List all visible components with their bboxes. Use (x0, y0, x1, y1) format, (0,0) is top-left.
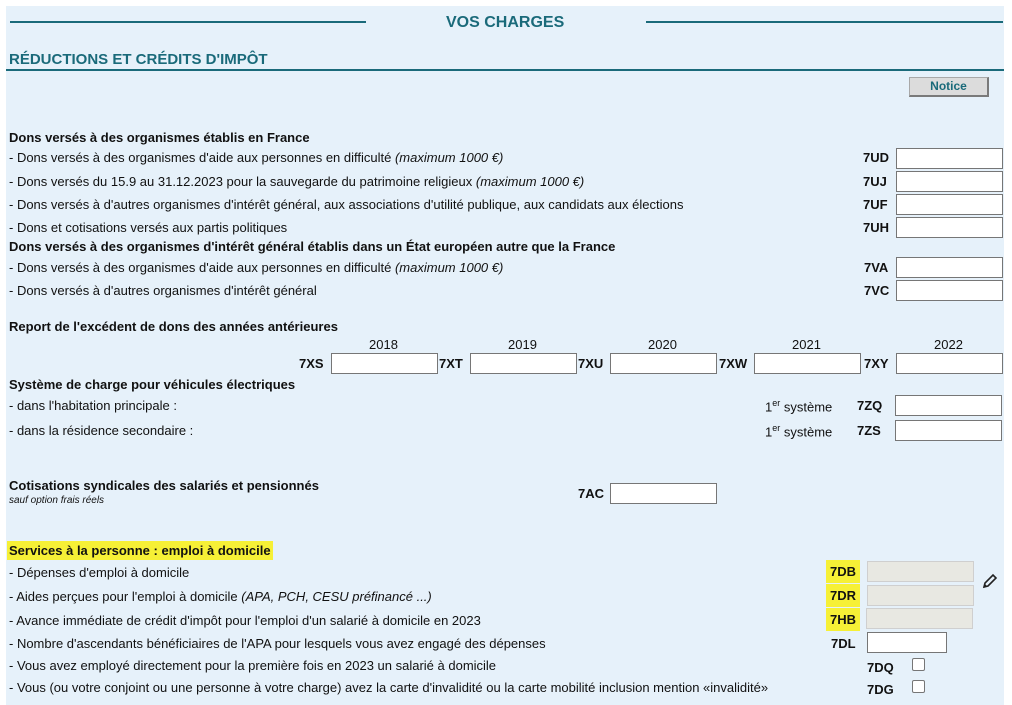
cotisations-subtitle: sauf option frais réels (9, 495, 105, 506)
pencil-icon[interactable] (982, 573, 998, 592)
input-7uf[interactable] (896, 194, 1003, 215)
report-title: Report de l'excédent de dons des années antérieures (9, 319, 338, 334)
code-7xu: 7XU (578, 356, 604, 371)
code-7db: 7DB (826, 560, 860, 583)
row-7db-label: - Dépenses d'emploi à domicile (9, 565, 190, 580)
input-7vc[interactable] (896, 280, 1003, 301)
cotisations-title: Cotisations syndicales des salariés et pensionnés (9, 478, 319, 493)
input-7xt[interactable] (470, 353, 577, 374)
input-7ud[interactable] (896, 148, 1003, 169)
code-7xy: 7XY (864, 356, 889, 371)
code-7uj: 7UJ (863, 174, 887, 189)
code-7hb: 7HB (826, 608, 860, 631)
input-7zq[interactable] (895, 395, 1002, 416)
code-7dl: 7DL (831, 636, 856, 651)
row-7zs-label: - dans la résidence secondaire : (9, 423, 194, 438)
vehicules-title: Système de charge pour véhicules électriques (9, 377, 296, 392)
section-rule (6, 69, 1004, 71)
row-7dl-label: - Nombre d'ascendants bénéficiaires de l'APA pour lesquels vous avez engagé des dépenses (9, 636, 546, 651)
code-7uh: 7UH (863, 220, 890, 235)
notice-button[interactable]: Notice (909, 77, 989, 97)
row-7uf-label: - Dons versés à d'autres organismes d'intérêt général, aux associations d'utilité publique, aux candidats aux élections (9, 197, 684, 212)
year-2021: 2021 (792, 337, 821, 352)
input-7xy[interactable] (896, 353, 1003, 374)
row-7uh-label: - Dons et cotisations versés aux partis politiques (9, 220, 288, 235)
header-rule-right (646, 21, 1003, 23)
input-7xw[interactable] (754, 353, 861, 374)
row-7dq-label: - Vous avez employé directement pour la première fois en 2023 un salarié à domicile (9, 658, 497, 673)
row-7va-label: - Dons versés à des organismes d'aide aux personnes en difficulté (maximum 1000 €) (9, 260, 504, 275)
year-2019: 2019 (508, 337, 537, 352)
row-7dg-label: - Vous (ou votre conjoint ou une personne à votre charge) avez la carte d'invalidité ou la carte mobilité inclusion mention «invalidité» (9, 680, 769, 695)
input-7db (867, 561, 974, 582)
row-7uj-label: - Dons versés du 15.9 au 31.12.2023 pour la sauvegarde du patrimoine religieux (maximum 1000 €) (9, 174, 585, 189)
dons-eu-title: Dons versés à des organismes d'intérêt général établis dans un État européen autre que la France (9, 239, 616, 254)
input-7dr (867, 585, 974, 606)
input-7xs[interactable] (331, 353, 438, 374)
row-7zq-system: 1er système (765, 398, 833, 415)
code-7xw: 7XW (719, 356, 748, 371)
page-title: VOS CHARGES (446, 14, 565, 31)
checkbox-7dg[interactable] (912, 680, 925, 693)
input-7va[interactable] (896, 257, 1003, 278)
header-rule-left (10, 21, 366, 23)
code-7zq: 7ZQ (857, 398, 883, 413)
code-7xs: 7XS (299, 356, 324, 371)
code-7xt: 7XT (439, 356, 463, 371)
code-7vc: 7VC (864, 283, 890, 298)
row-7zq-label: - dans l'habitation principale : (9, 398, 177, 413)
code-7zs: 7ZS (857, 423, 881, 438)
input-7zs[interactable] (895, 420, 1002, 441)
row-7dr-label: - Aides perçues pour l'emploi à domicile (APA, PCH, CESU préfinancé ...) (9, 589, 432, 604)
year-2022: 2022 (934, 337, 963, 352)
code-7uf: 7UF (863, 197, 888, 212)
year-2018: 2018 (369, 337, 398, 352)
dons-fr-title: Dons versés à des organismes établis en France (9, 130, 310, 145)
code-7ac: 7AC (578, 486, 605, 501)
year-2020: 2020 (648, 337, 677, 352)
input-7hb (866, 608, 973, 629)
input-7xu[interactable] (610, 353, 717, 374)
code-7ud: 7UD (863, 150, 890, 165)
row-7ud-label: - Dons versés à des organismes d'aide aux personnes en difficulté (maximum 1000 €) (9, 150, 504, 165)
code-7va: 7VA (864, 260, 889, 275)
input-7ac[interactable] (610, 483, 717, 504)
checkbox-7dq[interactable] (912, 658, 925, 671)
row-7vc-label: - Dons versés à d'autres organismes d'intérêt général (9, 283, 317, 298)
row-7zs-system: 1er système (765, 423, 833, 440)
code-7dq: 7DQ (867, 660, 894, 675)
row-7hb-label: - Avance immédiate de crédit d'impôt pour l'emploi d'un salarié à domicile en 2023 (9, 613, 481, 628)
input-7dl[interactable] (867, 632, 947, 653)
section-title: RÉDUCTIONS ET CRÉDITS D'IMPÔT (9, 51, 268, 68)
code-7dr: 7DR (826, 584, 860, 607)
input-7uj[interactable] (896, 171, 1003, 192)
services-title: Services à la personne : emploi à domicile (9, 543, 271, 558)
code-7dg: 7DG (867, 682, 894, 697)
input-7uh[interactable] (896, 217, 1003, 238)
